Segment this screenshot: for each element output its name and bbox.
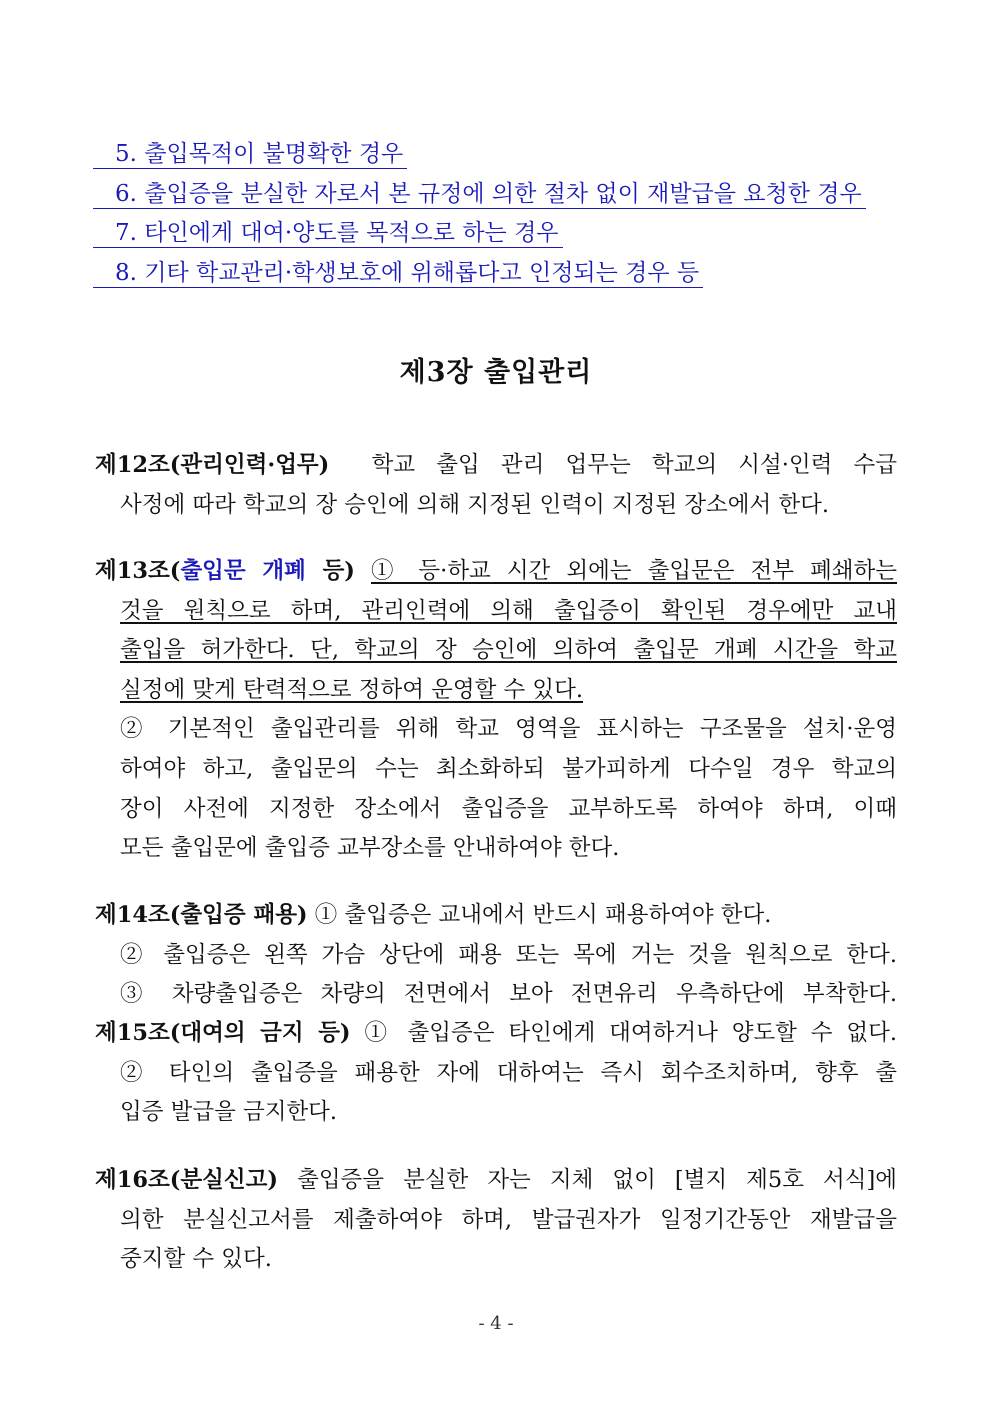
chapter-title: 제3장 출입관리: [399, 357, 593, 388]
article-13-heading-prefix: 제13조(: [95, 558, 181, 584]
article-13-para-2-line-1: ② 기본적인 출입관리를 위해 학교 영역을 표시하는 구조물을 설치·운영: [120, 716, 897, 743]
article-14-line-1: [95, 896, 897, 936]
article-15-para-2-line-2: 입증 발급을 금지한다.: [120, 1099, 338, 1126]
list-item-text: 6. 출입증을 분실한 자로서 본 규정에 의한 절차 없이 재발급을 요청한 경우: [93, 180, 866, 209]
list-item-text: 8. 기타 학교관리·학생보호에 위해롭다고 인정되는 경우 등: [93, 259, 703, 288]
list-item-text: 5. 출입목적이 불명확한 경우: [93, 140, 407, 169]
article-13-line-1: [95, 552, 897, 592]
article-12-line-1: [95, 446, 897, 486]
article-14: [95, 896, 897, 1015]
list-item-text: 7. 타인에게 대여·양도를 목적으로 하는 경우: [93, 219, 563, 248]
article-16-text: 출입증을 분실한 자는 지체 없이 [별지 제5호 서식]에: [297, 1167, 897, 1193]
list-item: [93, 179, 866, 209]
article-14-para-3: ③ 차량출입증은 차량의 전면에서 보아 전면유리 우측하단에 부착한다.: [120, 981, 897, 1008]
article-16-heading: 제16조(분실신고): [95, 1167, 279, 1193]
article-16-line-3: 중지할 수 있다.: [120, 1246, 272, 1273]
article-14-para-2: ② 출입증은 왼쪽 가슴 상단에 패용 또는 목에 거는 것을 원칙으로 한다.: [120, 941, 897, 968]
article-13-para-2-line-2: 하여야 하고, 출입문의 수는 최소화하되 불가피하게 다수일 경우 학교의: [120, 755, 897, 782]
list-item: [93, 218, 563, 248]
article-13-line-2: [95, 592, 897, 632]
article-13: [95, 552, 897, 869]
article-12: [95, 446, 897, 525]
article-13-para-2-line-4: 모든 출입문에 출입증 교부장소를 안내하여야 한다.: [120, 835, 620, 862]
article-13-para-1-text: 것을 원칙으로 하며, 관리인력에 의해 출입증이 확인된 경우에만 교내: [120, 597, 897, 624]
article-13-para-2-line-3: 장이 사전에 지정한 장소에서 출입증을 교부하도록 하여야 하며, 이때: [120, 795, 897, 822]
article-16-line-2: 의한 분실신고서를 제출하여야 하며, 발급권자가 일정기간동안 재발급을: [120, 1206, 897, 1233]
article-12-line-2: 사정에 따라 학교의 장 승인에 의해 지정된 인력이 지정된 장소에서 한다.: [120, 491, 829, 518]
article-12-heading: 제12조(관리인력·업무): [95, 452, 330, 478]
page-number: - 4 -: [478, 1313, 514, 1334]
article-13-para-1-text: 실정에 맞게 탄력적으로 정하여 운영할 수 있다.: [120, 676, 584, 703]
article-13-line-3: [95, 631, 897, 671]
article-13-heading-highlight: 출입문 개폐: [180, 558, 306, 584]
article-15: [95, 1014, 897, 1133]
article-15-line-1: [95, 1014, 897, 1054]
article-12-text: 학교 출입 관리 업무는 학교의 시설·인력 수급: [371, 452, 897, 478]
article-13-heading-suffix: 등): [305, 558, 355, 584]
article-15-para-2-line-1: ② 타인의 출입증을 패용한 자에 대하여는 즉시 회수조치하며, 향후 출: [120, 1059, 897, 1086]
article-16: [95, 1161, 897, 1280]
article-13-para-1-text: ① 등·하교 시간 외에는 출입문은 전부 폐쇄하는: [371, 558, 897, 584]
article-16-line-1: [95, 1161, 897, 1201]
article-15-para-1: ① 출입증은 타인에게 대여하거나 양도할 수 없다.: [364, 1020, 897, 1046]
article-14-heading: 제14조(출입증 패용): [95, 902, 308, 928]
article-14-para-1: ① 출입증은 교내에서 반드시 패용하여야 한다.: [314, 902, 772, 928]
article-13-line-4: [95, 671, 897, 711]
article-13-para-1-text: 출입을 허가한다. 단, 학교의 장 승인에 의하여 출입문 개폐 시간을 학교: [120, 637, 897, 664]
article-13-heading: [95, 558, 355, 584]
list-item: [93, 139, 407, 169]
list-item: [93, 258, 703, 288]
article-15-heading: 제15조(대여의 금지 등): [95, 1020, 351, 1046]
